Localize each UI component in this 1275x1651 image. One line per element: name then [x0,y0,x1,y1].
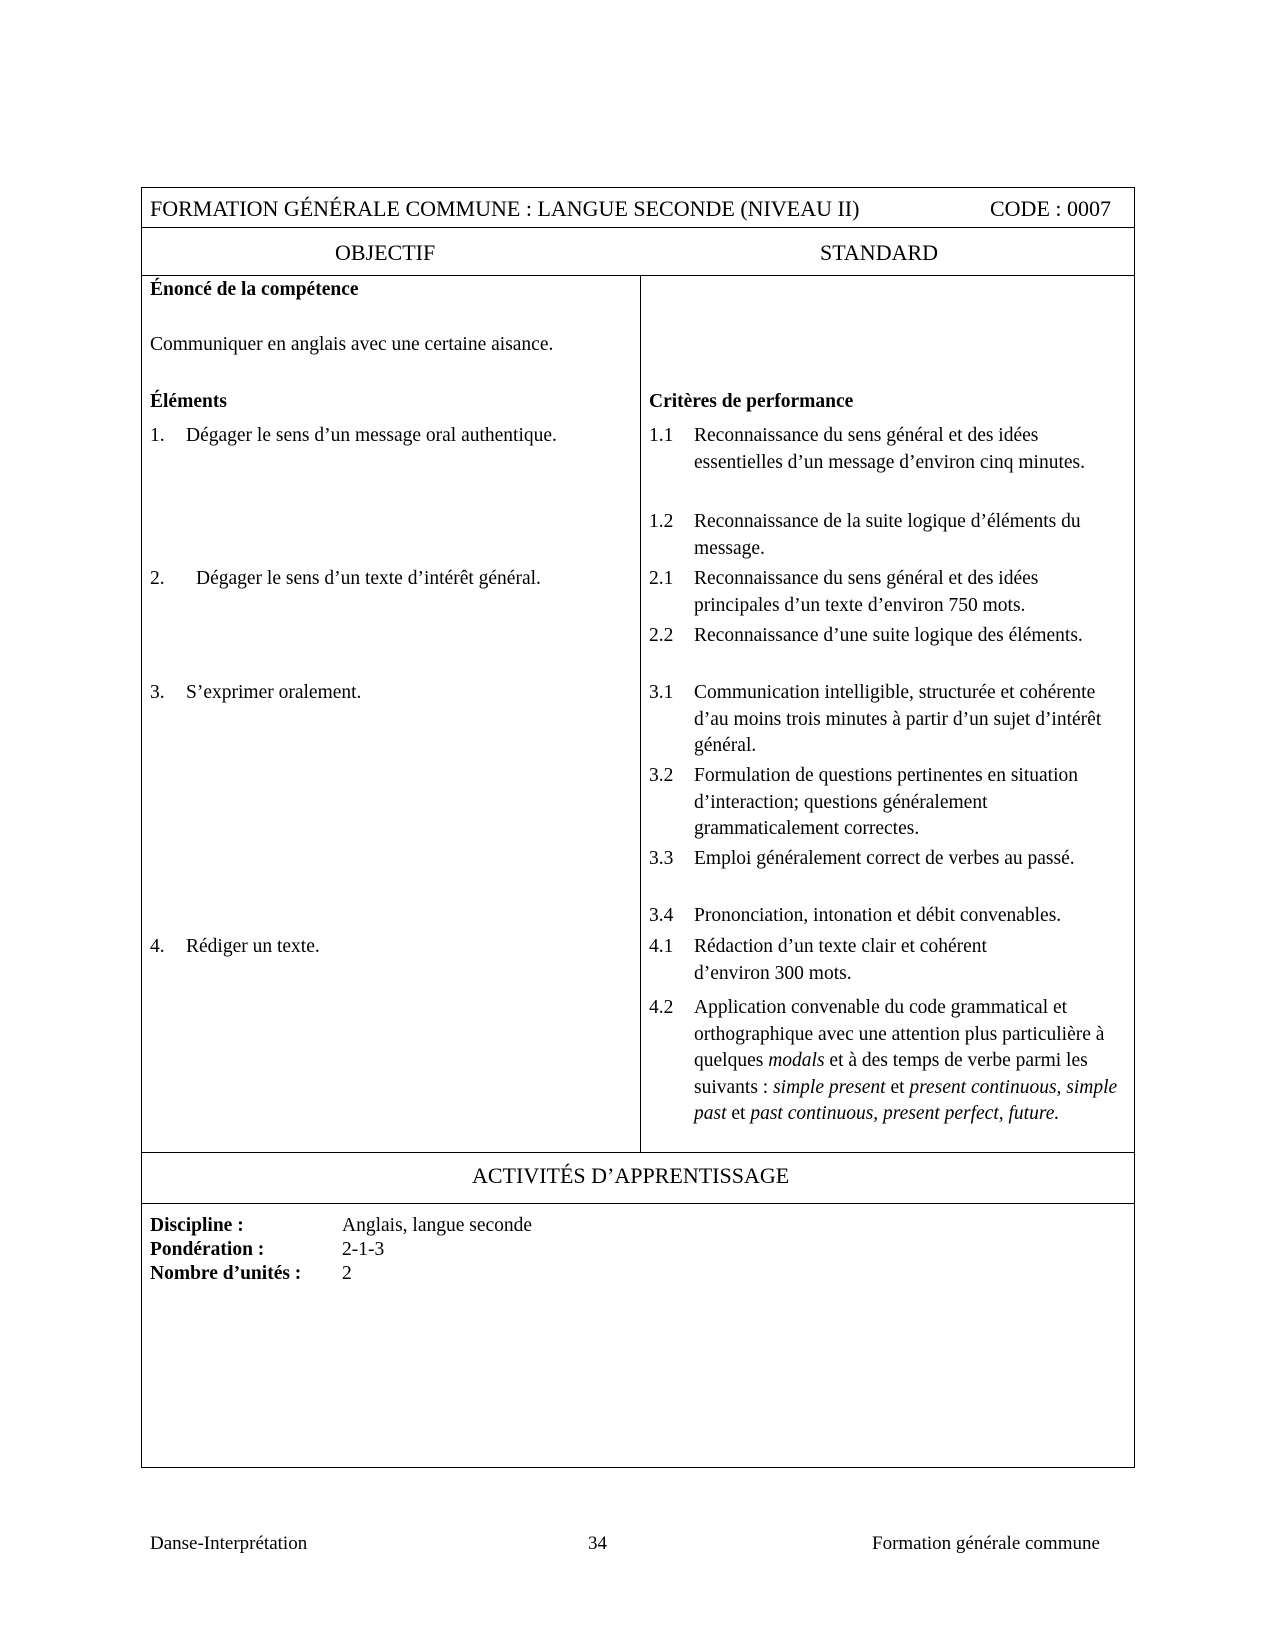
divider-header [141,227,1135,228]
column-divider [640,275,641,1152]
program-title: FORMATION GÉNÉRALE COMMUNE : LANGUE SECONDE (NIVEAU II) [150,196,860,221]
discipline-label: Discipline : [150,1215,244,1236]
element-text: Dégager le sens d’un message oral authentique. [186,425,557,446]
criterion-text: Prononciation, intonation et débit convenables. [694,905,1062,926]
divider-columns [141,275,1135,276]
criterion-number: 3.1 [649,682,674,703]
element-text: Dégager le sens d’un texte d’intérêt général. [196,568,541,589]
criterion-number: 2.1 [649,568,674,589]
criterion-text: Formulation de questions pertinentes en situation d’interaction; questions généralement grammaticalement correctes. [694,765,1078,839]
units-label: Nombre d’unités : [150,1263,302,1284]
footer-page-number: 34 [588,1533,607,1554]
criteria-heading: Critères de performance [649,391,854,412]
criterion-text: Reconnaissance de la suite logique d’éléments du message. [694,511,1081,559]
criterion-text: Emploi généralement correct de verbes au passé. [694,848,1075,869]
criterion-number: 4.2 [649,997,674,1018]
criterion-text: Reconnaissance du sens général et des idées essentielles d’un message d’environ cinq minutes. [694,425,1085,473]
criterion-number: 3.4 [649,905,674,926]
italic-tense: simple present [773,1076,886,1098]
element-number: 2. [150,568,165,589]
element-text: Rédiger un texte. [186,936,320,957]
standard-heading: STANDARD [820,240,939,265]
ponderation-label: Pondération : [150,1239,265,1260]
criterion-number: 3.3 [649,848,674,869]
criterion-number: 1.2 [649,511,674,532]
criterion-number: 1.1 [649,425,674,446]
element-number: 4. [150,936,165,957]
program-code: CODE : 0007 [990,196,1111,221]
criterion-number: 4.1 [649,936,674,957]
criterion-text: Reconnaissance d’une suite logique des éléments. [694,625,1083,646]
footer-section: Formation générale commune [872,1533,1100,1554]
competence-text: Communiquer en anglais avec une certaine aisance. [150,334,554,355]
discipline-value: Anglais, langue seconde [342,1215,533,1236]
units-value: 2 [342,1263,352,1284]
divider-activities-bottom [141,1203,1135,1204]
italic-modals: modals [768,1050,825,1071]
criterion-text: Rédaction d’un texte clair et cohérent d’environ 300 mots. [694,936,987,984]
objectif-heading: OBJECTIF [335,240,436,265]
criterion-number: 3.2 [649,765,674,786]
italic-tense: present continuous, simple past [694,1076,1118,1124]
element-number: 1. [150,425,165,446]
divider-activities-top [141,1152,1135,1153]
element-text: S’exprimer oralement. [186,682,362,703]
activities-heading: ACTIVITÉS D’APPRENTISSAGE [472,1163,790,1188]
criterion-text: Reconnaissance du sens général et des idées principales d’un texte d’environ 750 mots. [694,568,1039,616]
italic-tense: past continuous, present perfect, future. [750,1103,1060,1124]
criterion-text: Communication intelligible, structurée et cohérente d’au moins trois minutes à partir d’un sujet d’intérêt général. [694,682,1102,756]
element-number: 3. [150,682,165,703]
footer-program: Danse-Interprétation [150,1533,308,1554]
ponderation-value: 2-1-3 [342,1239,385,1260]
competence-heading: Énoncé de la compétence [150,279,359,300]
elements-heading: Éléments [150,391,227,412]
criterion-number: 2.2 [649,625,674,646]
criterion-text: Application convenable du code grammatical et orthographique avec une attention plus particulière à quelques modals et à des temps de verbe parmi les suivants : simple present et present continuous, simple past et past continuous, present perfect, future. [694,997,1118,1124]
